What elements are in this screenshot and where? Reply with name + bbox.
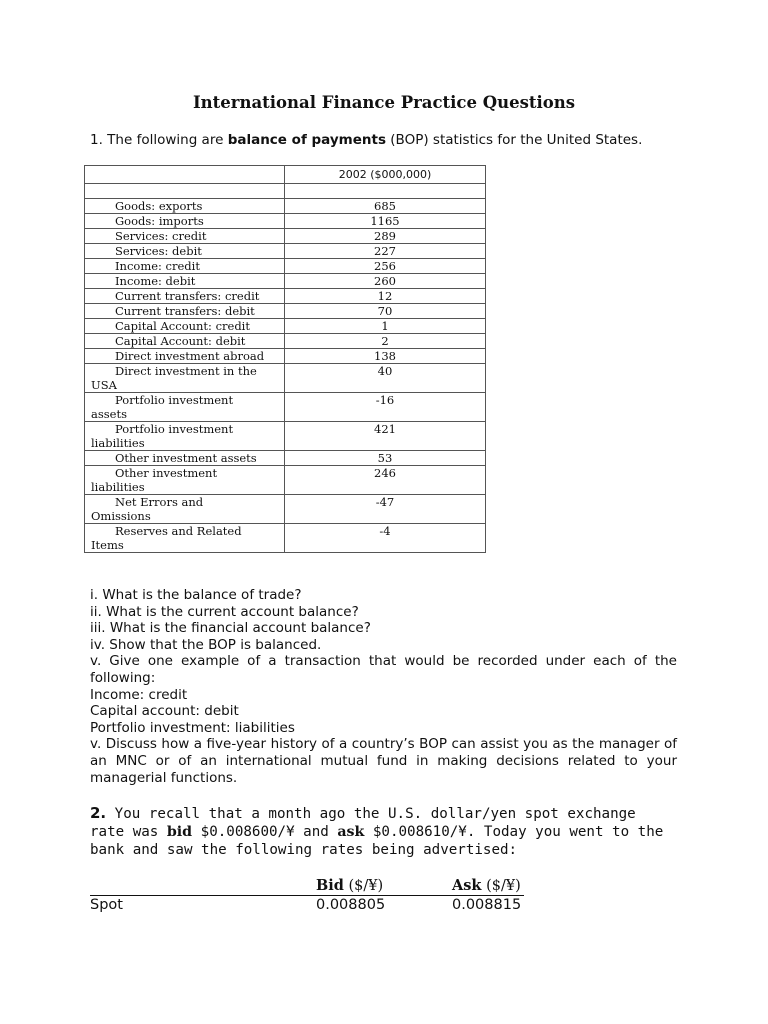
row-label-line2: USA — [91, 378, 117, 392]
bop-blank-cell — [85, 184, 285, 199]
row-label: Current transfers: credit — [115, 289, 260, 303]
row-label-line2: Omissions — [91, 509, 151, 523]
row-label: Goods: imports — [115, 214, 204, 228]
table-row — [85, 244, 486, 259]
row-label: Capital Account: debit — [115, 334, 246, 348]
bop-header-year: 2002 ($000,000) — [285, 166, 486, 184]
row-value: -47 — [285, 495, 486, 524]
table-row — [85, 274, 486, 289]
row-label-line1: Direct investment in the — [115, 364, 257, 378]
question-2 — [90, 804, 677, 860]
ask-header-label: Ask — [452, 877, 482, 894]
table-row — [90, 896, 524, 916]
row-value: -4 — [285, 524, 486, 553]
table-row — [85, 451, 486, 466]
subquestion: i. What is the balance of trade? — [90, 587, 302, 603]
bop-blank-cell — [285, 184, 486, 199]
table-row — [85, 304, 486, 319]
row-label-line1: Net Errors and — [115, 495, 204, 509]
subquestion: ii. What is the current account balance? — [90, 603, 359, 620]
subquestion-item: Portfolio investment: liabilities — [90, 719, 295, 736]
row-value: 227 — [285, 244, 486, 259]
row-label-line2: liabilities — [91, 480, 145, 494]
row-label-line2: liabilities — [91, 436, 145, 450]
table-row — [85, 334, 486, 349]
bid-header-label: Bid — [316, 877, 344, 894]
row-label: Direct investment abroad — [115, 349, 265, 363]
table-row — [85, 524, 486, 553]
row-value: 246 — [285, 466, 486, 495]
question-1-intro — [90, 132, 642, 148]
row-label-line1: Reserves and Related — [115, 524, 242, 538]
rate-ask: 0.008815 — [452, 897, 522, 913]
row-label: Services: debit — [115, 244, 202, 258]
table-row — [85, 199, 486, 214]
row-label: Goods: exports — [115, 199, 203, 213]
q2-ask-word: ask — [337, 824, 365, 841]
row-value: 1 — [285, 319, 486, 334]
q2-text-a: You recall that a month ago the U.S. dollar/yen spot exchange rate was — [90, 806, 636, 841]
row-value: 2 — [285, 334, 486, 349]
row-value: 685 — [285, 199, 486, 214]
subquestion: v. Discuss how a five-year history of a country’s BOP can assist you as the manager of an MNC or of an international mutual fund in making decisions related to your managerial functions. — [90, 736, 677, 786]
table-row — [85, 364, 486, 393]
subquestion: iv. Show that the BOP is balanced. — [90, 636, 322, 653]
row-label: Income: debit — [115, 274, 196, 288]
row-label: Other investment assets — [115, 451, 257, 465]
row-label-line2: assets — [91, 407, 127, 421]
row-label: Capital Account: credit — [115, 319, 250, 333]
row-value: 40 — [285, 364, 486, 393]
table-row — [85, 495, 486, 524]
row-label-line1: Portfolio investment — [115, 422, 234, 436]
subquestion-item: Capital account: debit — [90, 703, 239, 720]
ask-header — [452, 877, 521, 894]
row-value: 260 — [285, 274, 486, 289]
table-row — [85, 229, 486, 244]
question-1-subquestions — [90, 587, 677, 786]
table-row — [85, 214, 486, 229]
bid-header — [316, 877, 383, 894]
row-value: 138 — [285, 349, 486, 364]
table-row — [85, 289, 486, 304]
q2-text-c: $0.008610/¥. Today you went to the bank and saw the following rates being advertised: — [90, 824, 664, 859]
table-row — [85, 319, 486, 334]
subquestion: iii. What is the financial account balance? — [90, 620, 371, 637]
rates-table — [90, 876, 524, 916]
row-label: Services: credit — [115, 229, 207, 243]
table-row — [85, 259, 486, 274]
table-row — [85, 393, 486, 422]
page-title: International Finance Practice Questions — [192, 93, 576, 112]
rate-bid: 0.008805 — [316, 897, 386, 913]
bop-header-blank — [85, 166, 285, 184]
bop-table — [84, 165, 486, 553]
table-row — [85, 349, 486, 364]
intro-text-after: (BOP) statistics for the United States. — [386, 132, 643, 148]
row-label: Current transfers: debit — [115, 304, 255, 318]
table-row — [85, 422, 486, 451]
row-label-line2: Items — [91, 538, 124, 552]
rates-header-row — [90, 876, 524, 896]
row-value: 12 — [285, 289, 486, 304]
row-value: 289 — [285, 229, 486, 244]
row-label-line1: Portfolio investment — [115, 393, 234, 407]
row-label: Income: credit — [115, 259, 200, 273]
row-value: 256 — [285, 259, 486, 274]
q2-text-b: $0.008600/¥ and — [192, 824, 338, 841]
bid-header-unit: ($/¥) — [343, 878, 384, 894]
row-value: 421 — [285, 422, 486, 451]
subquestion: v. Give one example of a transaction that would be recorded under each of the following: — [90, 653, 677, 686]
intro-text-before: 1. The following are — [90, 132, 228, 148]
table-row — [85, 466, 486, 495]
ask-header-unit: ($/¥) — [481, 878, 521, 894]
question-2-number: 2. — [90, 804, 107, 822]
row-label-line1: Other investment — [115, 466, 218, 480]
row-value: 1165 — [285, 214, 486, 229]
rate-label: Spot — [90, 897, 123, 913]
q2-bid-word: bid — [166, 824, 193, 841]
row-value: 53 — [285, 451, 486, 466]
intro-bold-term: balance of payments — [227, 132, 386, 148]
row-value: -16 — [285, 393, 486, 422]
row-value: 70 — [285, 304, 486, 319]
subquestion-item: Income: credit — [90, 686, 188, 703]
